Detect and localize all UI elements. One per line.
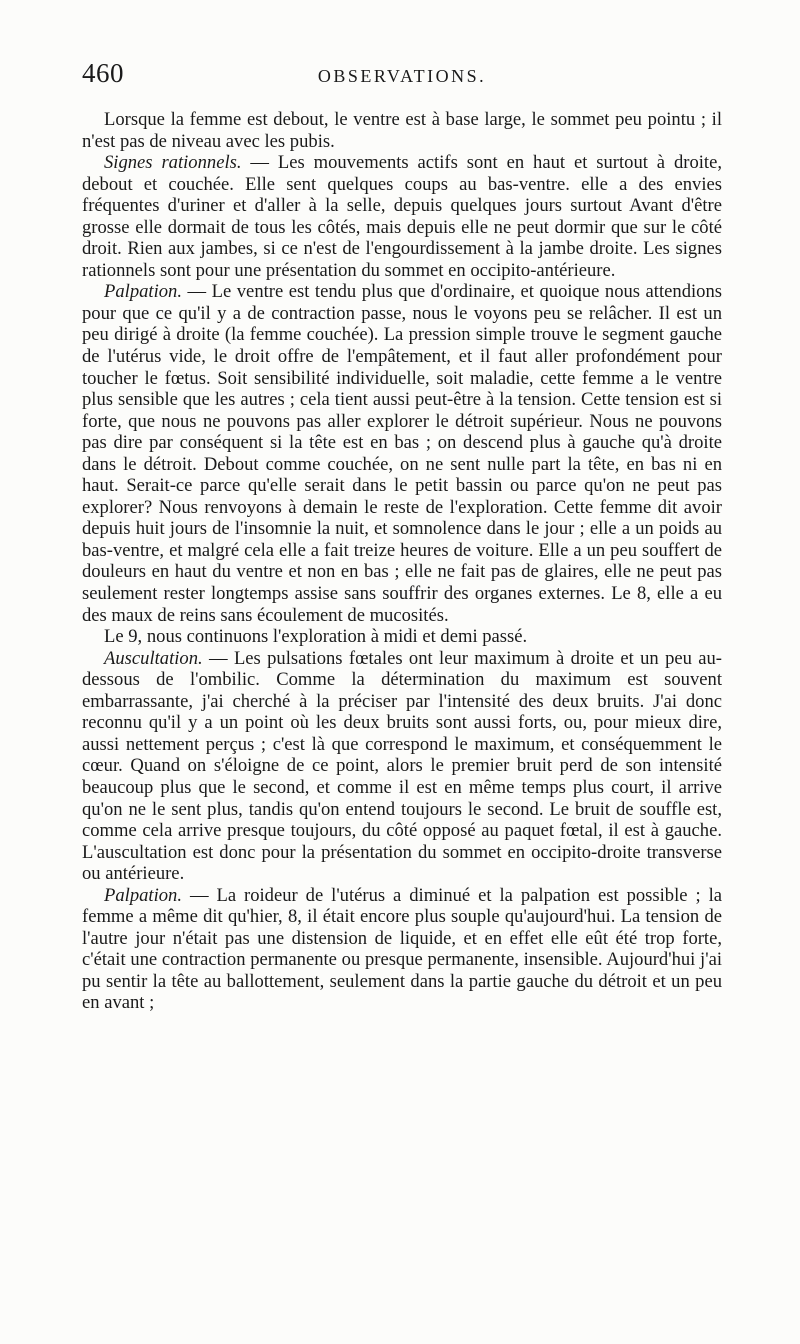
section-lead: Auscultation. — [104, 647, 203, 669]
paragraph — [82, 152, 722, 281]
paragraph-text: Le 9, nous continuons l'exploration à midi et demi passé. — [104, 626, 528, 648]
paragraph-text: Lorsque la femme est debout, le ventre est à base large, le sommet peu pointu ; il n'est pas de niveau avec les pubis. — [82, 109, 722, 152]
page-number: 460 — [82, 58, 124, 88]
section-lead: Palpation. — [104, 281, 182, 303]
paragraph-text: — Le ventre est tendu plus que d'ordinaire, et quoique nous attendions pour que ce qu'il y a de contraction passe, nous le voyons peu se relâcher. Il est un peu dirigé à droite (la femme couchée). La pression simple trouve le segment gauche de l'utérus vide, le droit offre de l'empâtement, et il faut aller profondément pour toucher le fœtus. Soit sensibilité individuelle, soit maladie, cette femme a le ventre plus sensible que les autres ; cela tient aussi peut-être à la tension. Cette tension est si forte, que nous ne pouvons pas aller explorer le détroit supérieur. Nous ne pouvons pas dire par conséquent si la tête est en bas ; on descend plus à gauche qu'à droite dans le détroit. Debout comme couchée, on ne sent nulle part la tête, en bas ni en haut. Serait-ce parce qu'elle serait dans le petit bassin ou parce qu'on ne peut pas explorer? Nous renvoyons à demain le reste de l'exploration. Cette femme dit avoir depuis huit jours de l'insomnie la nuit, et somnolence dans le jour ; elle a un poids au bas-ventre, et malgré cela elle a fait treize heures de voiture. Elle a un peu souffert de douleurs en haut du ventre et non en bas ; elle ne fait pas de glaires, elle ne peut pas seulement rester longtemps assise sans souffrir des organes externes. Le 8, elle a eu des maux de reins sans écoulement de mucosités. — [82, 281, 722, 626]
paragraph — [82, 109, 722, 152]
section-lead: Palpation. — [104, 884, 182, 906]
running-title: OBSERVATIONS. — [317, 66, 487, 86]
section-lead: Signes rationnels. — [104, 152, 242, 174]
paragraph — [82, 648, 722, 885]
paragraph — [82, 281, 722, 626]
running-header — [82, 58, 722, 92]
paragraph — [82, 626, 722, 648]
paragraph-text: — Les mouvements actifs sont en haut et surtout à droite, debout et couchée. Elle sent quelques coups au bas-ventre. elle a des envies fréquentes d'uriner et d'aller à la selle, depuis quelques jours surtout Avant d'être grosse elle dormait de tous les côtés, mais depuis elle ne peut dormir que sur le côté droit. Rien aux jambes, si ce n'est de l'engourdissement à la jambe droite. Les signes rationnels sont pour une présentation du sommet en occipito-antérieure. — [82, 152, 722, 281]
paragraph-text: — Les pulsations fœtales ont leur maximum à droite et un peu au-dessous de l'ombilic. Comme la détermination du maximum est souvent embarrassante, j'ai cherché à la préciser par l'intensité des deux bruits. J'ai donc reconnu qu'il y a un point où les deux bruits sont aussi forts, ou, pour mieux dire, aussi nettement perçus ; c'est là que correspond le maximum, et conséquemment le cœur. Quand on s'éloigne de ce point, alors le premier bruit perd de son intensité beaucoup plus que le second, et comme il est en même temps plus court, il arrive qu'on ne le sent plus, tandis qu'on entend toujours le second. Le bruit de souffle est, comme cela arrive presque toujours, du côté opposé au paquet fœtal, il est à gauche. L'auscultation est donc pour la présentation du sommet en occipito-droite transverse ou antérieure. — [82, 647, 722, 885]
body-text — [82, 109, 722, 1014]
paragraph-text: — La roideur de l'utérus a diminué et la palpation est possible ; la femme a même dit qu'hier, 8, il était encore plus souple qu'aujourd'hui. La tension de l'autre jour n'était pas une distension de liquide, et en effet elle eût été trop forte, c'était une contraction permanente ou presque permanente, insensible. Aujourd'hui j'ai pu sentir la tête au ballottement, seulement dans la partie gauche du détroit et un peu en avant ; — [82, 884, 722, 1014]
paragraph — [82, 885, 722, 1014]
